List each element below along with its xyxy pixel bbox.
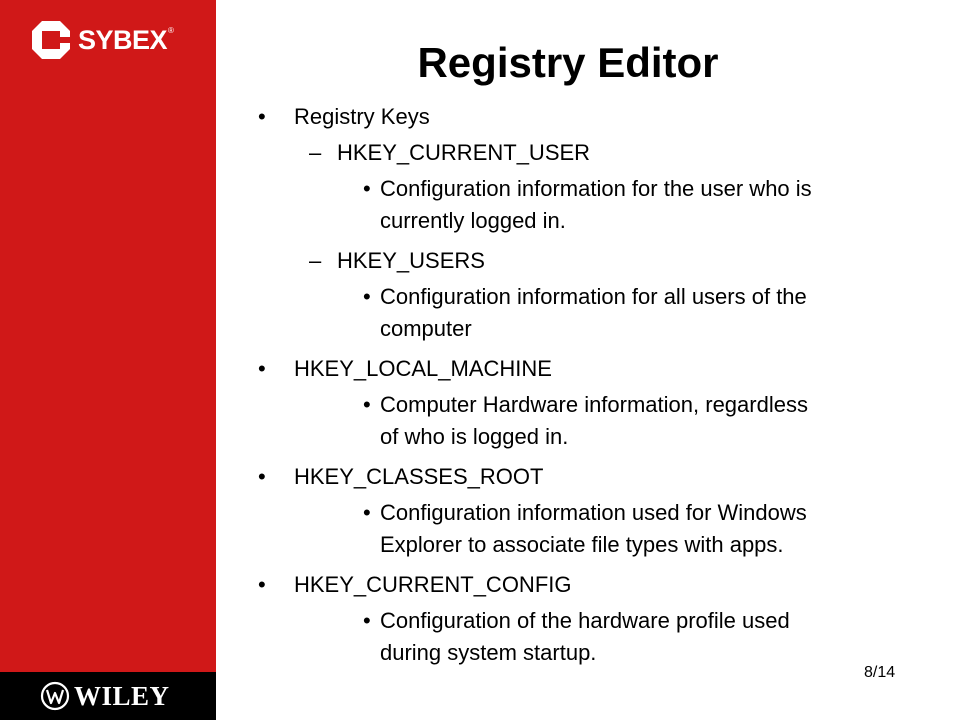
bullet-text-line: currently logged in. [380, 208, 566, 233]
bullet-text-line: Configuration information for the user who is [380, 176, 812, 201]
bullet-text-line: Explorer to associate file types with apps. [380, 532, 784, 557]
bullet-text: HKEY_CLASSES_ROOT [294, 464, 544, 489]
wiley-logo [40, 680, 170, 712]
bullet-text: HKEY_CURRENT_USER [337, 140, 591, 165]
bullet-marker: • [363, 608, 371, 633]
bullet-text: Registry Keys [294, 104, 430, 129]
registered-mark: ® [168, 26, 174, 35]
bullet-text: HKEY_LOCAL_MACHINE [294, 356, 552, 381]
bullet-marker: • [258, 464, 266, 489]
wiley-seal-icon [40, 681, 70, 711]
bullet-marker: • [258, 104, 266, 129]
bullet-text-line: Configuration information for all users of the [380, 284, 807, 309]
wiley-wordmark: WILEY [74, 680, 170, 711]
bullet-marker: – [309, 140, 322, 165]
bullet-marker: – [309, 248, 322, 273]
bullet-marker: • [363, 500, 371, 525]
sybex-wordmark: SYBEX [78, 24, 168, 55]
page-number: 8/14 [864, 664, 896, 681]
bullet-text-line: during system startup. [380, 640, 597, 665]
slide-title: Registry Editor [417, 39, 719, 86]
sybex-logo [30, 18, 200, 62]
bullet-text-line: Configuration information used for Windows [380, 500, 807, 525]
bullet-marker: • [258, 572, 266, 597]
bullet-text: HKEY_USERS [337, 248, 485, 273]
brand-sidebar [0, 0, 216, 720]
bullet-text: HKEY_CURRENT_CONFIG [294, 572, 572, 597]
bullet-marker: • [363, 392, 371, 417]
bullet-text-line: Computer Hardware information, regardless [380, 392, 808, 417]
bullet-text-line: computer [380, 316, 472, 341]
bullet-marker: • [363, 284, 371, 309]
bullet-marker: • [363, 176, 371, 201]
bullet-text-line: of who is logged in. [380, 424, 569, 449]
bullet-marker: • [258, 356, 266, 381]
sybex-logo-icon [30, 19, 72, 61]
bullet-text-line: Configuration of the hardware profile used [380, 608, 790, 633]
